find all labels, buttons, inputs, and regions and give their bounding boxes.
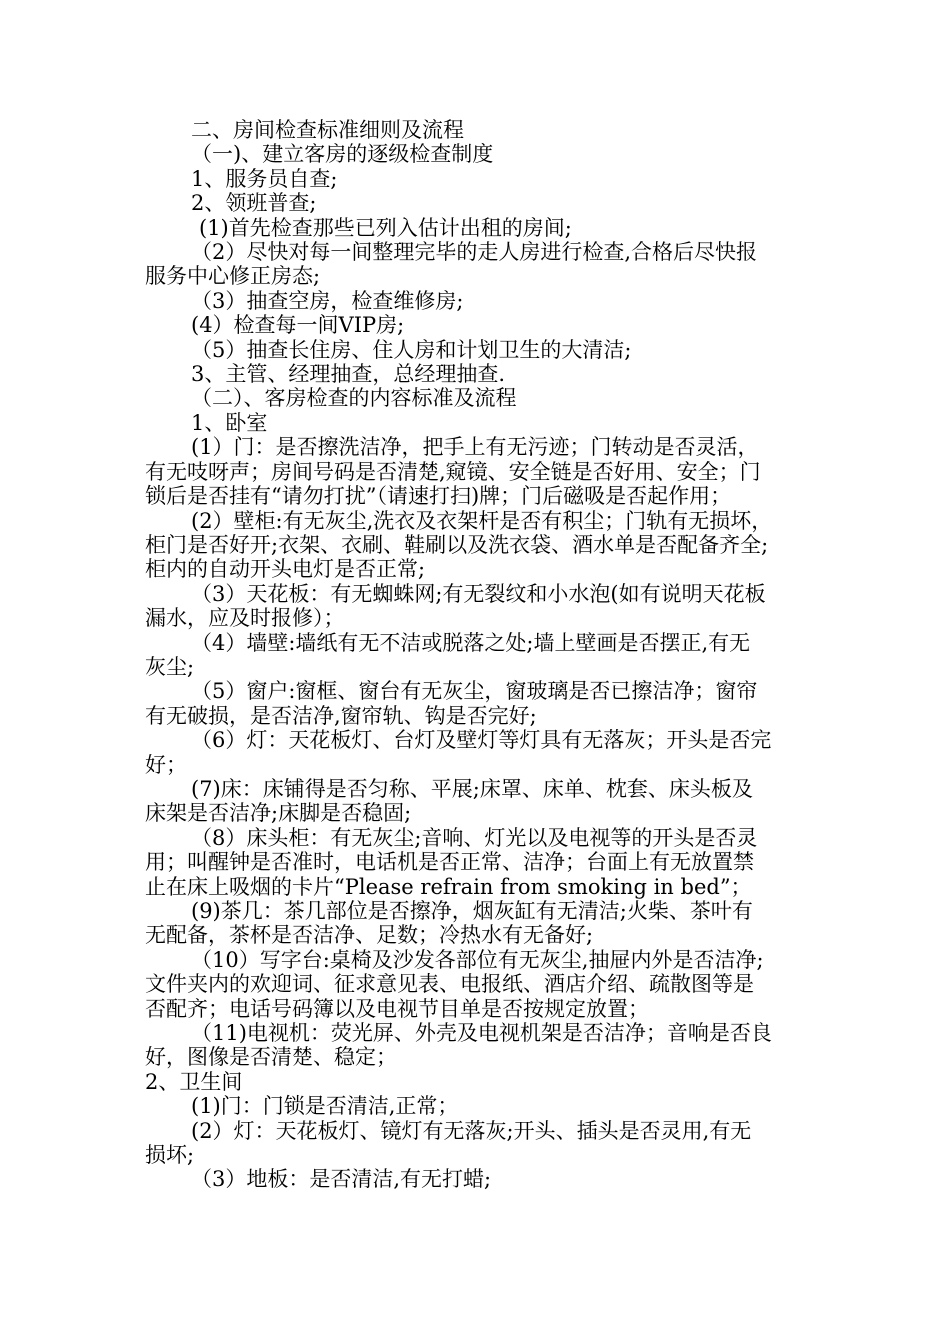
paragraph-continuation: 文件夹内的欢迎词、征求意见表、电报纸、酒店介绍、疏散图等是 xyxy=(145,972,754,997)
list-item: (1)首先检查那些已列入估计出租的房间; xyxy=(199,215,572,240)
section-heading: 二、房间检查标准细则及流程 xyxy=(191,118,464,142)
paragraph-continuation: 无配备，茶杯是否洁净、足数；冷热水有无备好; xyxy=(145,923,594,948)
paragraph-continuation: 否配齐；电话号码簿以及电视节目单是否按规定放置； xyxy=(145,996,649,1021)
list-item: (7)床：床铺得是否匀称、平展;床罩、床单、枕套、床头板及 xyxy=(191,776,753,801)
paragraph-continuation: 有无破损，是否洁净,窗帘轨、钩是否完好; xyxy=(145,703,537,728)
list-item: (4）检查每一间VIP房; xyxy=(191,313,405,338)
list-item: (9)茶几：茶几部位是否擦净，烟灰缸有无清洁;火柴、茶叶有 xyxy=(191,899,753,923)
list-item: (1）门：是否擦洗洁净，把手上有无污迹；门转动是否灵活， xyxy=(191,435,759,460)
list-item: 2、领班普查; xyxy=(191,191,317,216)
paragraph-continuation: 用；叫醒钟是否准时，电话机是否正常、洁净；台面上有无放置禁 xyxy=(145,850,754,875)
list-item: （5）窗户:窗框、窗台有无灰尘，窗玻璃是否已擦洁净；窗帘 xyxy=(191,679,758,704)
paragraph-continuation: 止在床上吸烟的卡片“Please refrain from smoking in bed”； xyxy=(145,874,752,899)
list-item: （6）灯：天花板灯、台灯及壁灯等灯具有无落灰；开头是否完 xyxy=(191,728,772,753)
document-page xyxy=(145,118,817,1192)
paragraph-continuation: 服务中心修正房态; xyxy=(145,264,321,289)
paragraph-continuation: 锁后是否挂有“请勿打扰”（请速打扫)牌；门后磁吸是否起作用； xyxy=(145,484,732,509)
list-item: （3）天花板：有无蜘蛛网;有无裂纹和小水泡(如有说明天花板 xyxy=(191,581,766,606)
subsection-heading: （二）、客房检查的内容标准及流程 xyxy=(191,386,517,411)
list-item: （10）写字台:桌椅及沙发各部位有无灰尘,抽屉内外是否洁净; xyxy=(191,947,764,972)
list-item: （8）床头柜：有无灰尘;音响、灯光以及电视等的开头是否灵 xyxy=(191,825,758,850)
list-item: 2、卫生间 xyxy=(145,1069,243,1094)
list-item: 3、主管、经理抽查，总经理抽查. xyxy=(191,362,506,387)
paragraph-continuation: 柜内的自动开头电灯是否正常; xyxy=(145,557,426,582)
list-item: （2）尽快对每一间整理完毕的走人房进行检查,合格后尽快报 xyxy=(191,240,758,265)
paragraph-continuation: 好，图像是否清楚、稳定； xyxy=(145,1045,397,1070)
paragraph-continuation: 柜门是否好开;衣架、衣刷、鞋刷以及洗衣袋、酒水单是否配备齐全; xyxy=(145,532,769,557)
list-item: （4）墙壁:墙纸有无不洁或脱落之处;墙上壁画是否摆正,有无 xyxy=(191,630,751,655)
list-item: (1)门：门锁是否清洁,正常； xyxy=(191,1094,459,1119)
paragraph-continuation: 好； xyxy=(145,752,187,777)
list-item: 1、卧室 xyxy=(191,410,268,435)
list-item: (2）灯：天花板灯、镜灯有无落灰;开头、插头是否灵用,有无 xyxy=(191,1118,752,1143)
list-item: （11)电视机：荧光屏、外壳及电视机架是否洁净；音响是否良 xyxy=(191,1021,772,1046)
paragraph-continuation: 有无吱呀声；房间号码是否清楚,窥镜、安全链是否好用、安全；门 xyxy=(145,459,761,484)
paragraph-continuation: 床架是否洁净;床脚是否稳固; xyxy=(145,801,412,826)
subsection-heading: （一)、建立客房的逐级检查制度 xyxy=(191,142,494,167)
paragraph-continuation: 损坏; xyxy=(145,1143,195,1168)
list-item: （3）地板：是否清洁,有无打蜡; xyxy=(191,1167,492,1192)
list-item: （3）抽查空房，检查维修房; xyxy=(191,288,464,313)
list-item: (2）壁柜:有无灰尘,洗衣及衣架杆是否有积尘；门轨有无损坏， xyxy=(191,508,773,533)
paragraph-continuation: 灰尘; xyxy=(145,654,195,679)
list-item: 1、服务员自查; xyxy=(191,166,338,191)
list-item: （5）抽查长住房、住人房和计划卫生的大清洁; xyxy=(191,337,632,362)
paragraph-continuation: 漏水，应及时报修）； xyxy=(145,606,345,631)
